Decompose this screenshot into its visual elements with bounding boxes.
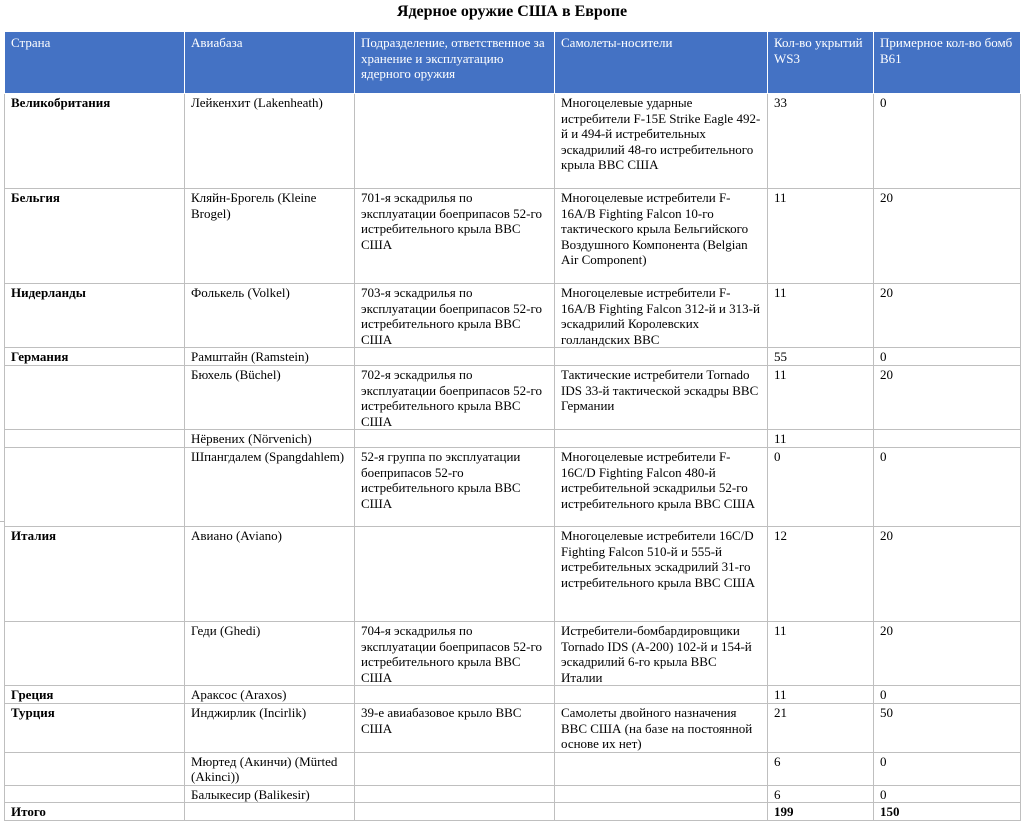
- table-header-row: [5, 32, 1021, 94]
- nuclear-weapons-table: [4, 31, 1021, 821]
- ws3-cell: 6: [768, 752, 874, 785]
- country-cell: Нидерланды: [5, 284, 185, 348]
- unit-cell: 39-е авиабазовое крыло ВВС США: [355, 703, 555, 752]
- b61-cell: 0: [874, 752, 1021, 785]
- aircraft-cell: [555, 348, 768, 366]
- table-row: [5, 94, 1021, 189]
- aircraft-cell: Тактические истребители Tornado IDS 33-й тактической эскадры ВВС Германии: [555, 365, 768, 429]
- total-empty-cell: [555, 803, 768, 821]
- aircraft-cell: Многоцелевые истребители F-16A/B Fighting Falcon 312-й и 313-й эскадрилий Королевских голландских ВВС: [555, 284, 768, 348]
- total-label: Итого: [5, 803, 185, 821]
- unit-cell: [355, 430, 555, 448]
- total-ws3: 199: [768, 803, 874, 821]
- airbase-cell: Араксос (Araxos): [185, 686, 355, 704]
- ws3-cell: 11: [768, 189, 874, 284]
- airbase-cell: Балыкесир (Balikesir): [185, 785, 355, 803]
- header-airbase: Авиабаза: [185, 32, 355, 94]
- unit-cell: [355, 348, 555, 366]
- aircraft-cell: Многоцелевые истребители F-16A/B Fighting Falcon 10-го тактического крыла Бельгийского Воздушного Компонента (Belgian Air Component): [555, 189, 768, 284]
- airbase-cell: Инджирлик (Incirlik): [185, 703, 355, 752]
- table-row: [5, 284, 1021, 348]
- airbase-cell: Кляйн-Брогель (Kleine Brogel): [185, 189, 355, 284]
- b61-cell: 0: [874, 447, 1021, 526]
- ws3-cell: 11: [768, 430, 874, 448]
- aircraft-cell: Многоцелевые ударные истребители F-15E Strike Eagle 492-й и 494-й истребительных эскадрилий 48-го истребительного крыла ВВС США: [555, 94, 768, 189]
- page-title: Ядерное оружие США в Европе: [396, 3, 628, 20]
- airbase-cell: Геди (Ghedi): [185, 621, 355, 685]
- airbase-cell: Лейкенхит (Lakenheath): [185, 94, 355, 189]
- table-row: [5, 703, 1021, 752]
- airbase-cell: Рамштайн (Ramstein): [185, 348, 355, 366]
- header-unit: Подразделение, ответственное за хранение и эксплуатацию ядерного оружия: [355, 32, 555, 94]
- airbase-cell: Шпангдалем (Spangdahlem): [185, 447, 355, 526]
- table-row: [5, 447, 1021, 526]
- table-row: [5, 621, 1021, 685]
- aircraft-cell: Истребители-бомбардировщики Tornado IDS (A-200) 102-й и 154-й эскадрилий 6-го крыла ВВС Италии: [555, 621, 768, 685]
- unit-cell: 703-я эскадрилья по эксплуатации боеприпасов 52-го истребительного крыла ВВС США: [355, 284, 555, 348]
- ws3-cell: 0: [768, 447, 874, 526]
- country-cell: Турция: [5, 703, 185, 752]
- airbase-cell: Мюртед (Акинчи) (Mürted (Akinci)): [185, 752, 355, 785]
- table-row: [5, 430, 1021, 448]
- header-b61: Примерное кол-во бомб B61: [874, 32, 1021, 94]
- table-row: [5, 526, 1021, 621]
- table-row: [5, 365, 1021, 429]
- b61-cell: 20: [874, 284, 1021, 348]
- airbase-cell: Авиано (Aviano): [185, 526, 355, 621]
- aircraft-cell: Многоцелевые истребители 16C/D Fighting Falcon 510-й и 555-й истребительных эскадрилий 31-го истребительного крыла ВВС США: [555, 526, 768, 621]
- ws3-cell: 11: [768, 621, 874, 685]
- table-row: [5, 752, 1021, 785]
- country-cell: [5, 447, 185, 526]
- unit-cell: 704-я эскадрилья по эксплуатации боеприпасов 52-го истребительного крыла ВВС США: [355, 621, 555, 685]
- table-row: [5, 189, 1021, 284]
- aircraft-cell: [555, 752, 768, 785]
- country-cell: [5, 785, 185, 803]
- country-cell: [5, 430, 185, 448]
- unit-cell: [355, 752, 555, 785]
- country-cell: [5, 621, 185, 685]
- header-ws3: Кол-во укрытий WS3: [768, 32, 874, 94]
- unit-cell: [355, 526, 555, 621]
- unit-cell: [355, 785, 555, 803]
- ws3-cell: 11: [768, 686, 874, 704]
- aircraft-cell: [555, 686, 768, 704]
- ws3-cell: 33: [768, 94, 874, 189]
- b61-cell: 0: [874, 785, 1021, 803]
- table-row: [5, 785, 1021, 803]
- country-cell: [5, 365, 185, 429]
- ws3-cell: 12: [768, 526, 874, 621]
- b61-cell: 0: [874, 94, 1021, 189]
- unit-cell: 701-я эскадрилья по эксплуатации боеприпасов 52-го истребительного крыла ВВС США: [355, 189, 555, 284]
- total-empty-cell: [185, 803, 355, 821]
- ws3-cell: 21: [768, 703, 874, 752]
- total-row: [5, 803, 1021, 821]
- unit-cell: 52-я группа по эксплуатации боеприпасов 52-го истребительного крыла ВВС США: [355, 447, 555, 526]
- country-cell: Италия: [5, 526, 185, 621]
- b61-cell: 20: [874, 189, 1021, 284]
- aircraft-cell: [555, 430, 768, 448]
- b61-cell: 0: [874, 686, 1021, 704]
- table-row: [5, 686, 1021, 704]
- header-aircraft: Самолеты-носители: [555, 32, 768, 94]
- table-row: [5, 348, 1021, 366]
- unit-cell: 702-я эскадрилья по эксплуатации боеприпасов 52-го истребительного крыла ВВС США: [355, 365, 555, 429]
- country-cell: Бельгия: [5, 189, 185, 284]
- b61-cell: 20: [874, 365, 1021, 429]
- airbase-cell: Бюхель (Büchel): [185, 365, 355, 429]
- airbase-cell: Фолькель (Volkel): [185, 284, 355, 348]
- aircraft-cell: Самолеты двойного назначения ВВС США (на базе на постоянной основе их нет): [555, 703, 768, 752]
- aircraft-cell: [555, 785, 768, 803]
- unit-cell: [355, 94, 555, 189]
- ws3-cell: 6: [768, 785, 874, 803]
- country-cell: Германия: [5, 348, 185, 366]
- b61-cell: 50: [874, 703, 1021, 752]
- b61-cell: 0: [874, 348, 1021, 366]
- b61-cell: 20: [874, 621, 1021, 685]
- b61-cell: [874, 430, 1021, 448]
- header-country: Страна: [5, 32, 185, 94]
- b61-cell: 20: [874, 526, 1021, 621]
- country-cell: Великобритания: [5, 94, 185, 189]
- airbase-cell: Нёрвених (Nörvenich): [185, 430, 355, 448]
- ws3-cell: 11: [768, 284, 874, 348]
- country-cell: Греция: [5, 686, 185, 704]
- total-empty-cell: [355, 803, 555, 821]
- ws3-cell: 11: [768, 365, 874, 429]
- total-b61: 150: [874, 803, 1021, 821]
- aircraft-cell: Многоцелевые истребители F-16C/D Fighting Falcon 480-й истребительной эскадрильи 52-го истребительного крыла ВВС США: [555, 447, 768, 526]
- unit-cell: [355, 686, 555, 704]
- ws3-cell: 55: [768, 348, 874, 366]
- country-cell: [5, 752, 185, 785]
